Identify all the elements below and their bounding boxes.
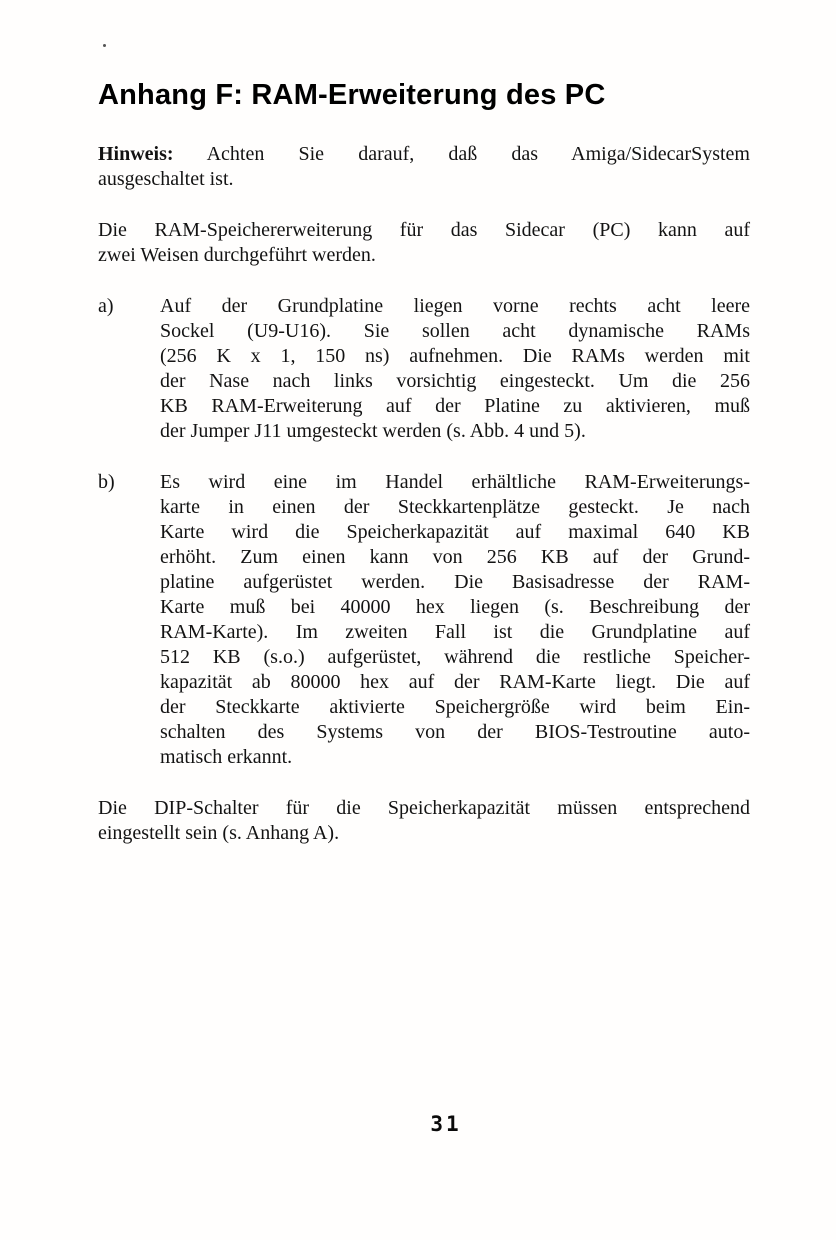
text-line (98, 142, 750, 167)
text-line: Es wird eine im Handel erhältliche RAM-Erweiterungs- (160, 471, 750, 493)
list-item-b-body (160, 470, 750, 770)
text-line: erhöht. Zum einen kann von 256 KB auf der Grund- (160, 546, 750, 568)
text-line: der Jumper J11 umgesteckt werden (s. Abb. 4 und 5). (160, 420, 586, 442)
note-text: Achten Sie darauf, daß das Amiga/SidecarSystem (206, 143, 750, 165)
closing-paragraph (98, 796, 750, 846)
text-line: KB RAM-Erweiterung auf der Platine zu aktivieren, muß (160, 395, 750, 417)
text-line: der Steckkarte aktivierte Speichergröße wird beim Ein- (160, 696, 750, 718)
list-marker-b: b) (98, 471, 115, 493)
text-line: der Nase nach links vorsichtig eingesteckt. Um die 256 (160, 370, 750, 392)
text-line: RAM-Karte). Im zweiten Fall ist die Grundplatine auf (160, 621, 750, 643)
list-item-a-body (160, 294, 750, 444)
text-line: platine aufgerüstet werden. Die Basisadresse der RAM- (160, 571, 750, 593)
note-paragraph (98, 142, 750, 192)
text-line: kapazität ab 80000 hex auf der RAM-Karte liegt. Die auf (160, 671, 750, 693)
list-marker-a: a) (98, 295, 114, 317)
page-number (0, 1112, 836, 1136)
page-title: Anhang F: RAM-Erweiterung des PC (98, 79, 606, 111)
text-line: Sockel (U9-U16). Sie sollen acht dynamische RAMs (160, 320, 750, 342)
text-line: (256 K x 1, 150 ns) aufnehmen. Die RAMs werden mit (160, 345, 750, 367)
list-item-b (98, 470, 750, 770)
text-line: Auf der Grundplatine liegen vorne rechts acht leere (160, 295, 750, 317)
intro-paragraph (98, 218, 750, 268)
note-label: Hinweis: (98, 143, 174, 165)
text-line: Karte muß bei 40000 hex liegen (s. Beschreibung der (160, 596, 750, 618)
text-line: ausgeschaltet ist. (98, 168, 234, 190)
text-line: schalten des Systems von der BIOS-Testroutine auto- (160, 721, 750, 743)
text-line: matisch erkannt. (160, 746, 293, 768)
text-line: Die DIP-Schalter für die Speicherkapazität müssen entsprechend (98, 797, 750, 819)
text-line: Karte wird die Speicherkapazität auf maximal 640 KB (160, 521, 750, 543)
text-line: zwei Weisen durchgeführt werden. (98, 244, 376, 266)
page-number-value: 31 (430, 1112, 462, 1136)
text-line: karte in einen der Steckkartenplätze gesteckt. Je nach (160, 496, 750, 518)
text-line: Die RAM-Speichererweiterung für das Sidecar (PC) kann auf (98, 219, 750, 241)
page-content (98, 78, 750, 846)
scan-speck (103, 44, 106, 47)
list-item-a (98, 294, 750, 444)
text-line: eingestellt sein (s. Anhang A). (98, 822, 340, 844)
text-line: 512 KB (s.o.) aufgerüstet, während die restliche Speicher- (160, 646, 750, 668)
